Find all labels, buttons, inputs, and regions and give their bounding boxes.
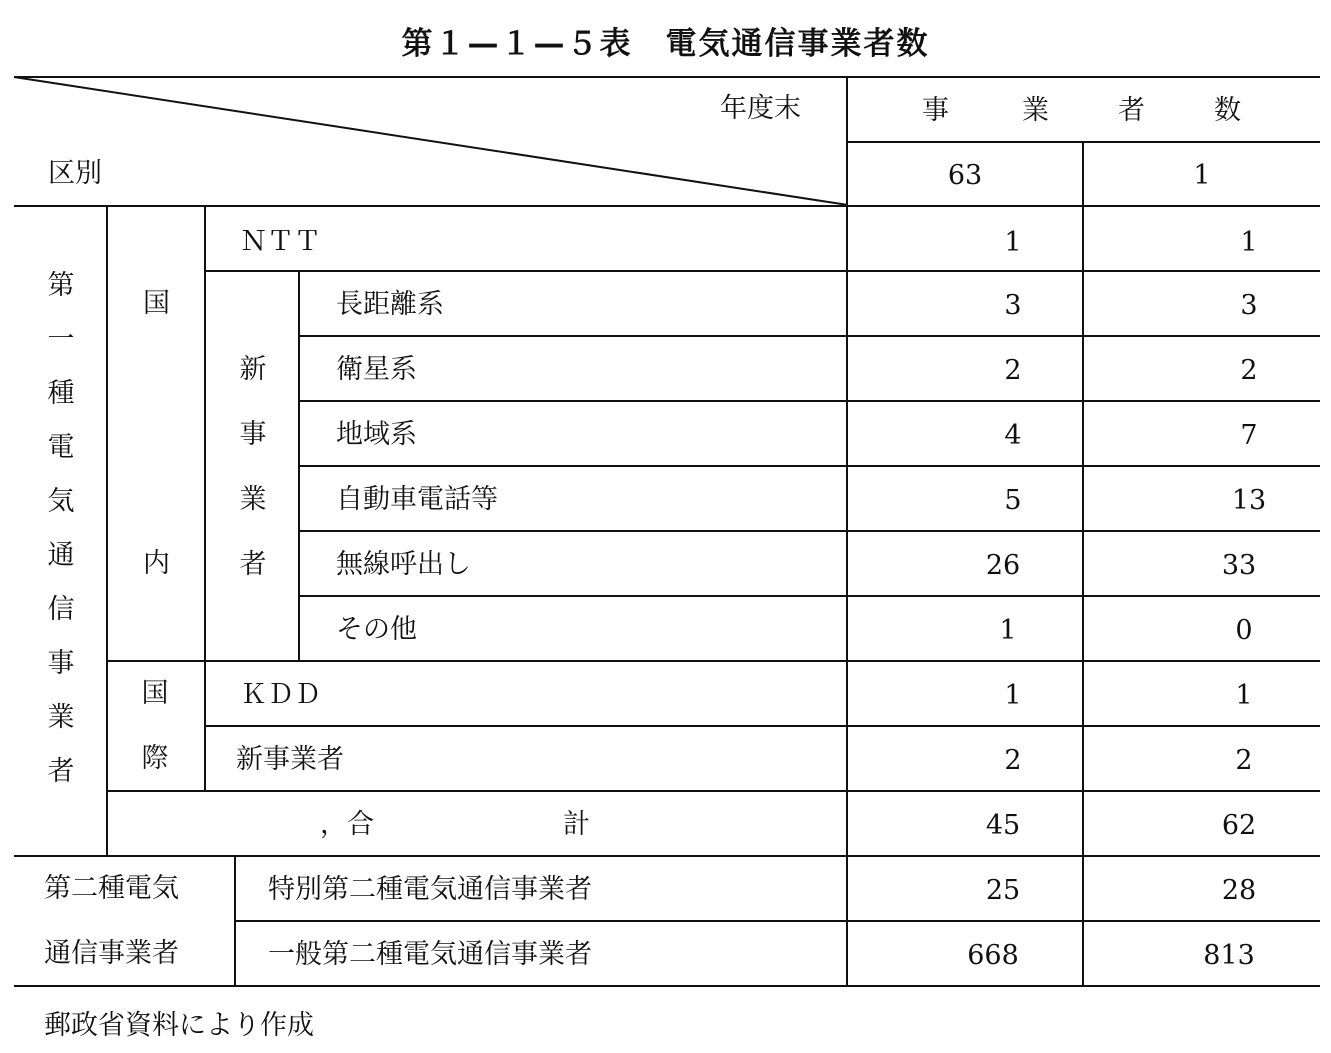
row-label: 一般第二種電気通信事業者 — [268, 939, 592, 970]
source-note: 郵政省資料により作成 — [44, 1010, 314, 1041]
rule-row — [300, 595, 1320, 597]
row-label: 衛星系 — [336, 354, 417, 385]
row-label: 地域系 — [336, 419, 417, 450]
year-header-63: 63 — [947, 160, 983, 191]
col-rule-type1 — [106, 205, 108, 856]
count-heading-char: 事 — [922, 95, 949, 126]
rule-bottom — [14, 985, 1320, 987]
cell-63: 2 — [1004, 745, 1022, 776]
cell-63: 26 — [985, 550, 1021, 581]
row-label-ntt: ＮＴＴ — [240, 226, 321, 257]
cell-63: 25 — [985, 875, 1021, 906]
cell-63: 5 — [1004, 485, 1022, 516]
rule-row — [108, 660, 1320, 662]
cell-63: 1 — [999, 615, 1017, 646]
domestic-label-top: 国 — [143, 288, 170, 319]
row-label: 自動車電話等 — [336, 484, 498, 515]
rule-header-bottom — [14, 205, 1320, 207]
row-label: 無線呼出し — [336, 549, 471, 580]
cell-1: 0 — [1235, 615, 1253, 646]
rule-row — [300, 335, 1320, 337]
year-header-1: 1 — [1193, 160, 1211, 191]
count-heading-char: 者 — [1118, 95, 1145, 126]
cell-63: 1 — [1004, 227, 1022, 258]
cell-1: 3 — [1240, 290, 1258, 321]
rule-row — [236, 920, 1320, 922]
row-label: 特別第二種電気通信事業者 — [268, 874, 592, 905]
count-heading-char: 数 — [1214, 95, 1241, 126]
count-heading-char: 業 — [1022, 95, 1049, 126]
rule-row — [300, 400, 1320, 402]
cell-1: 2 — [1235, 745, 1253, 776]
cell-1: 813 — [1203, 940, 1255, 971]
row-label: その他 — [336, 614, 417, 645]
type2-group-label-line1: 第二種電気 — [44, 873, 179, 904]
cell-63: 668 — [967, 940, 1019, 971]
rule-row — [206, 725, 1320, 727]
row-label-kdd: ＫＤＤ — [240, 679, 321, 710]
table-title: 第１—１—５表 電気通信事業者数 — [401, 26, 930, 62]
cell-1: 7 — [1240, 420, 1258, 451]
cell-63: 4 — [1004, 420, 1022, 451]
cell-1: 28 — [1221, 875, 1257, 906]
cell-1: 13 — [1231, 485, 1267, 516]
cell-63: 3 — [1004, 290, 1022, 321]
rule-row — [14, 855, 1320, 857]
cell-1: 33 — [1221, 550, 1257, 581]
col-rule-region — [204, 205, 206, 791]
col-rule-years — [1082, 141, 1084, 986]
rule-row — [108, 790, 1320, 792]
type2-group-label-line2: 通信事業者 — [44, 938, 179, 969]
rule-row — [206, 270, 1320, 272]
cell-1: 2 — [1240, 355, 1258, 386]
cell-63: 2 — [1004, 355, 1022, 386]
col-rule-new — [298, 270, 300, 661]
row-label: 長距離系 — [336, 289, 444, 320]
cell-1-total: 62 — [1221, 810, 1257, 841]
new-operators-group-label: 新 事 業 者 — [239, 354, 267, 580]
rule-header-mid — [848, 141, 1320, 143]
year-end-label: 年度末 — [720, 93, 801, 124]
col-rule-label — [846, 76, 848, 986]
cell-63-total: 45 — [985, 810, 1021, 841]
row-label-total: ，合 計 — [320, 809, 590, 840]
rule-row — [300, 530, 1320, 532]
cell-1: 1 — [1235, 680, 1253, 711]
domestic-label-bottom: 内 — [143, 548, 170, 579]
category-label: 区別 — [48, 158, 102, 189]
col-rule-type2 — [234, 855, 236, 986]
row-label: 新事業者 — [236, 744, 344, 775]
rule-row — [300, 465, 1320, 467]
rule-top — [14, 76, 1320, 78]
international-group-label: 国 際 — [141, 678, 169, 774]
cell-1: 1 — [1240, 227, 1258, 258]
cell-63: 1 — [1004, 680, 1022, 711]
type1-group-label: 第 一 種 電 気 通 信 事 業 者 — [47, 270, 75, 787]
